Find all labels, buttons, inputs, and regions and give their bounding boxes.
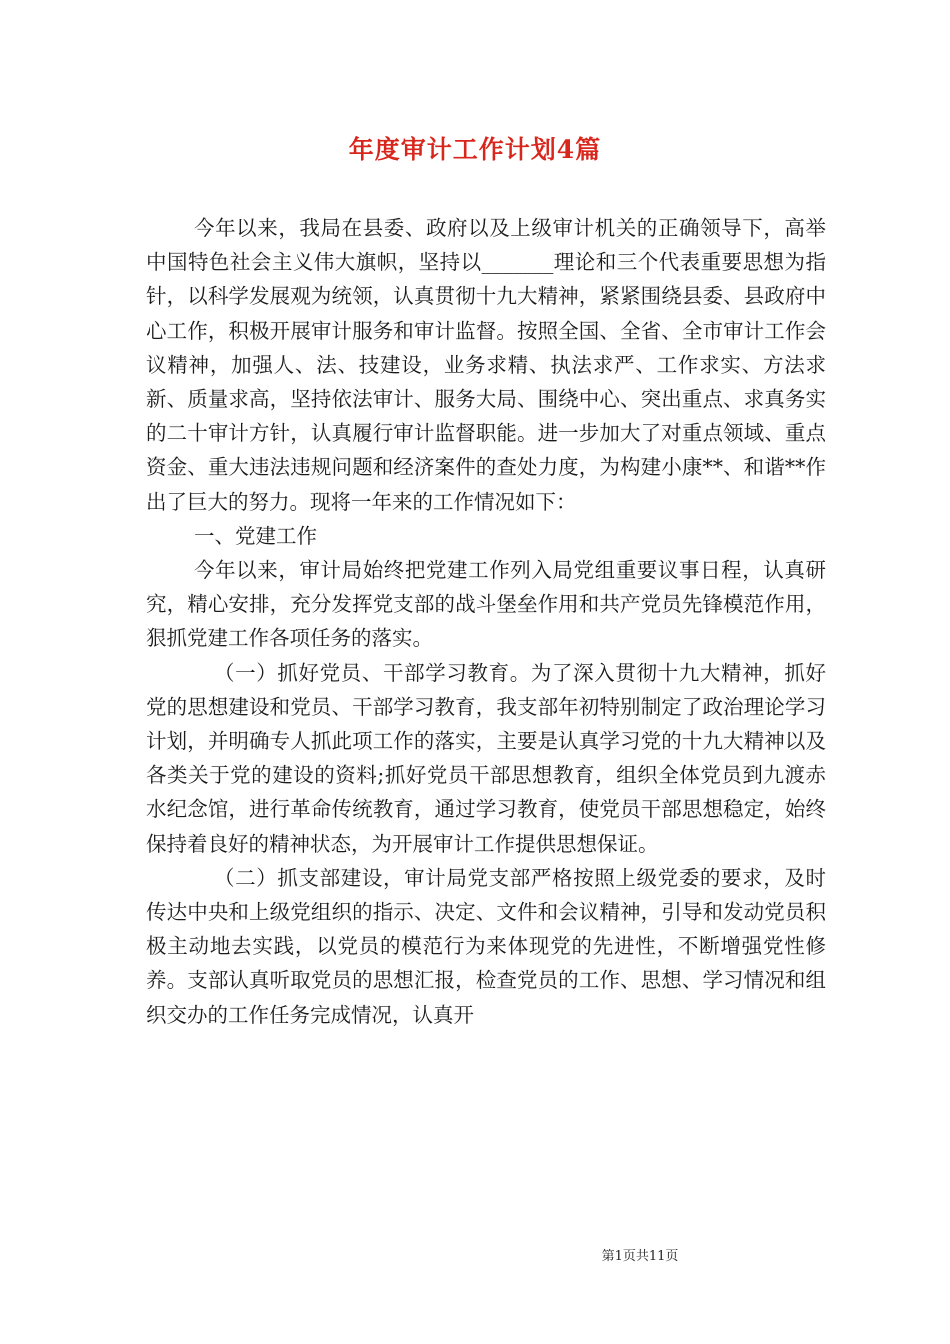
section-heading-party-building: 一、党建工作 [194, 523, 317, 548]
branch-construction-paragraph: （二）抓支部建设，审计局党支部严格按照上级党委的要求，及时传达中央和上级党组织的指示、决定、文件和会议精神，引导和发动党员积极主动地去实践，以党员的模范行为来体现党的先进性，不断增强党性修养。支部认真听取党员的思想汇报，检查党员的工作、思想、学习情况和组织交办的工作任务完成情况，认真开 [146, 865, 826, 1027]
study-education-paragraph: （一）抓好党员、干部学习教育。为了深入贯彻十九大精神，抓好党的思想建设和党员、干部学习教育，我支部年初特别制定了政治理论学习计划，并明确专人抓此项工作的落实，主要是认真学习党的十九大精神以及各类关于党的建设的资料;抓好党员干部思想教育，组织全体党员到九渡赤水纪念馆，进行革命传统教育，通过学习教育，使党员干部思想稳定，始终保持着良好的精神状态，为开展审计工作提供思想保证。 [146, 660, 826, 856]
page-number-footer: 第1页共11页 [601, 1249, 679, 1264]
intro-paragraph: 今年以来，我局在县委、政府以及上级审计机关的正确领导下，高举中国特色社会主义伟大旗帜，坚持以_______理论和三个代表重要思想为指针，以科学发展观为统领，认真贯彻十九大精神，紧紧围绕县委、县政府中心工作，积极开展审计服务和审计监督。按照全国、全省、全市审计工作会议精神，加强人、法、技建设，业务求精、执法求严、工作求实、方法求新、质量求高，坚持依法审计、服务大局、围绕中心、突出重点、求真务实的二十审计方针，认真履行审计监督职能。进一步加大了对重点领域、重点资金、重大违法违规问题和经济案件的查处力度，为构建小康**、和谐**作出了巨大的努力。现将一年来的工作情况如下： [146, 216, 826, 514]
party-building-paragraph: 今年以来，审计局始终把党建工作列入局党组重要议事日程，认真研究，精心安排，充分发挥党支部的战斗堡垒作用和共产党员先锋模范作用，狠抓党建工作各项任务的落实。 [146, 558, 826, 651]
document-body [146, 211, 826, 1032]
document-title: 年度审计工作计划4篇 [348, 135, 602, 164]
